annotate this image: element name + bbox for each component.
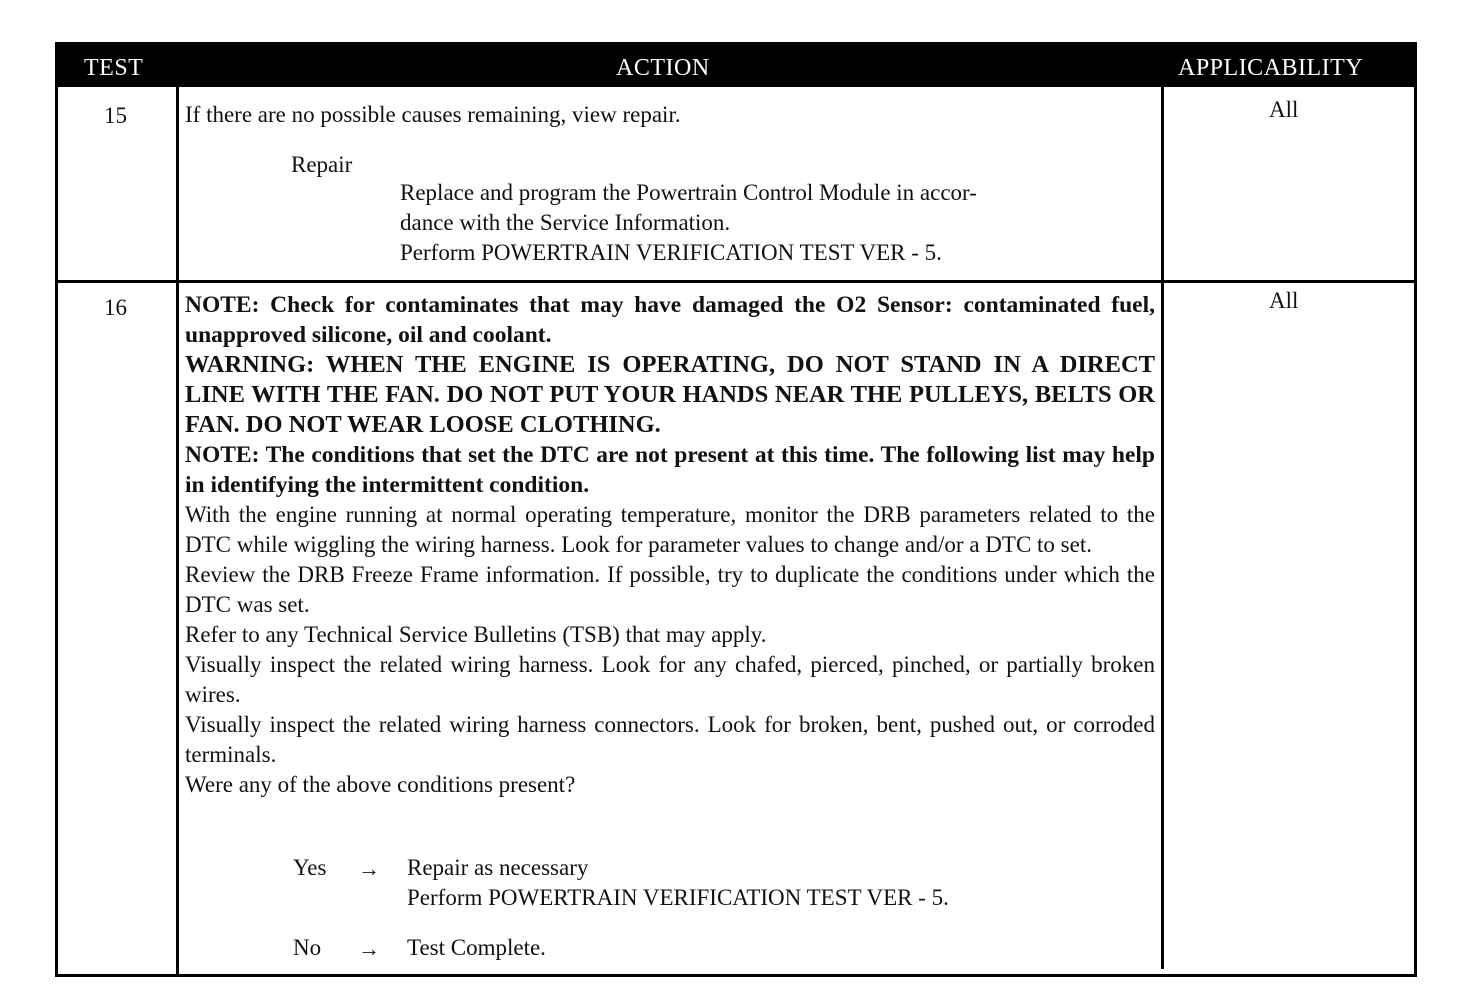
row-15-repair-line-2: dance with the Service Information.: [400, 210, 731, 235]
row-16-applicability: All: [1269, 288, 1299, 313]
header-test: TEST: [84, 55, 144, 81]
row-16-test-number: 16: [104, 295, 127, 320]
row-16-warning: WARNING: WHEN THE ENGINE IS OPERATING, DO NOT STAND IN A DIRECT LINE WITH THE FAN. DO NOT PUT YOUR HANDS NEAR THE PULLEYS, BELTS OR FAN. DO NOT WEAR LOOSE CLOTHING.: [185, 351, 1155, 438]
diagnostic-test-table: [55, 42, 1417, 977]
row-16-yes-line-2: Perform POWERTRAIN VERIFICATION TEST VER - 5.: [407, 885, 949, 910]
row-15-repair-text: [400, 178, 1160, 268]
row-16-paragraph-2: Review the DRB Freeze Frame information. If possible, try to duplicate the conditions under which the DTC was set.: [185, 562, 1155, 617]
row-15-intro: If there are no possible causes remaining, view repair.: [185, 102, 681, 127]
row-16-yes-label: Yes: [293, 855, 327, 880]
row-15-repair-line-3: Perform POWERTRAIN VERIFICATION TEST VER - 5.: [400, 240, 942, 265]
row-15-repair-label: Repair: [291, 152, 353, 177]
row-16-yes-text: [407, 853, 1107, 913]
row-16-note-2: NOTE: The conditions that set the DTC are not present at this time. The following list may help in identifying the intermittent condition.: [185, 442, 1155, 498]
row-16-yes-line-1: Repair as necessary: [407, 855, 589, 880]
row-16-note-1: NOTE: Check for contaminates that may have damaged the O2 Sensor: contaminated fuel, unapproved silicone, oil and coolant.: [185, 292, 1155, 348]
row-16-paragraph-1: With the engine running at normal operating temperature, monitor the DRB parameters related to the DTC while wiggling the wiring harness. Look for parameter values to change and/or a DTC to set.: [185, 502, 1155, 557]
row-15-repair-line-1: Replace and program the Powertrain Control Module in accor-: [400, 180, 977, 205]
column-divider-test: [176, 85, 179, 977]
row-16-no-label: No: [293, 935, 322, 960]
row-16-question: Were any of the above conditions present?: [185, 772, 576, 797]
header-action: ACTION: [616, 55, 710, 81]
table-header: [58, 45, 1414, 87]
row-16-paragraph-5: Visually inspect the related wiring harness connectors. Look for broken, bent, pushed out, or corroded terminals.: [185, 712, 1155, 767]
row-16-yes-arrow-icon: →: [358, 856, 380, 881]
row-16-body: [185, 290, 1155, 800]
row-15-applicability: All: [1269, 97, 1299, 122]
row-16-paragraph-3: Refer to any Technical Service Bulletins (TSB) that may apply.: [185, 622, 767, 647]
row-16-paragraph-4: Visually inspect the related wiring harness. Look for any chafed, pierced, pinched, or partially broken wires.: [185, 652, 1155, 707]
row-16-no-text: Test Complete.: [407, 935, 546, 960]
row-16-no-arrow-icon: →: [358, 936, 380, 961]
header-applicability: APPLICABILITY: [1178, 55, 1364, 81]
row-15-test-number: 15: [104, 103, 127, 128]
row-divider: [58, 280, 1414, 283]
column-divider-action: [1161, 85, 1164, 969]
